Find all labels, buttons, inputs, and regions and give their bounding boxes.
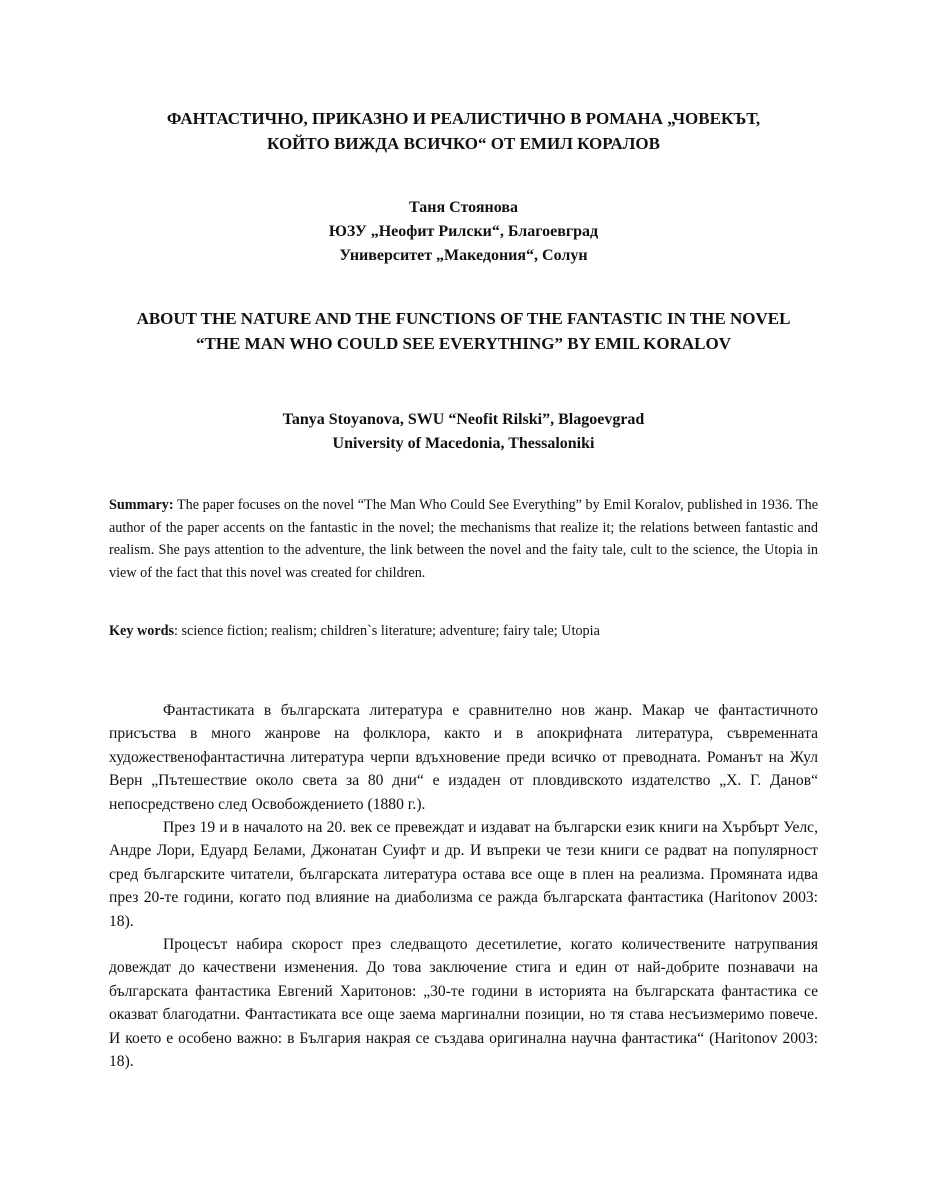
author-affiliation-1-bulgarian: ЮЗУ „Неофит Рилски“, Благоевград: [328, 223, 599, 240]
author-block-english: [80, 408, 847, 456]
title-bulgarian: [80, 106, 847, 156]
title-bulgarian-line-2: КОЙТО ВИЖДА ВСИЧКО“ ОТ ЕМИЛ КОРАЛОВ: [267, 134, 660, 153]
author-english-line-2: University of Macedonia, Thessaloniki: [332, 435, 595, 452]
author-name-bulgarian: Таня Стоянова: [409, 199, 518, 216]
author-english-line-1: Tanya Stoyanova, SWU “Neofit Rilski”, Blagoevgrad: [282, 411, 645, 428]
body-text: [109, 699, 818, 1074]
author-affiliation-2-bulgarian: Университет „Македония“, Солун: [339, 247, 588, 264]
keywords-text: : science fiction; realism; children`s literature; adventure; fairy tale; Utopia: [174, 623, 600, 639]
body-paragraph-1: Фантастиката в българската литература е сравнително нов жанр. Макар че фантастичното присъства в много жанрове на фолклора, както и в апокрифната литература, съвременната художественофантастична литература черпи вдъхновение преди всичко от преводната. Романът на Жул Верн „Пътешествие около света за 80 дни“ е издаден от пловдивското издателство „Х. Г. Данов“ непосредствено след Освобождението (1880 г.).: [109, 702, 818, 813]
title-bulgarian-line-1: ФАНТАСТИЧНО, ПРИКАЗНО И РЕАЛИСТИЧНО В РОМАНА „ЧОВЕКЪТ,: [166, 109, 761, 128]
body-paragraph-3: Процесът набира скорост през следващото десетилетие, когато количествените натрупвания довеждат до качествени изменения. До това заключение стига и един от най-добрите познавачи на българската фантастика Евгений Харитонов: „30-те години в историята на българската фантастика се оказват благодатни. Фантастиката все още заема маргинални позиции, но тя става несъизмеримо повече. И което е особено важно: в България накрая се създава оригинална научна фантастика“ (Haritonov 2003: 18).: [109, 936, 818, 1071]
keywords-label: Key words: [109, 623, 175, 639]
title-english-line-2: “THE MAN WHO COULD SEE EVERYTHING” BY EMIL KORALOV: [196, 334, 731, 353]
summary-paragraph: [109, 494, 818, 584]
body-paragraph-2: През 19 и в началото на 20. век се превеждат и издават на български език книги на Хърбърт Уелс, Андре Лори, Едуард Белами, Джонатан Суифт и др. И въпреки че тези книги се радват на популярност сред българските читатели, българската литература остава все още в плен на реализма. Промяната идва през 20-те години, когато под влияние на диаболизма се ражда българската фантастика (Haritonov 2003: 18).: [109, 819, 818, 930]
title-english: [80, 306, 847, 356]
author-block-bulgarian: [80, 196, 847, 268]
summary-label: Summary:: [109, 497, 174, 513]
keywords-line: [109, 620, 818, 643]
summary-text: The paper focuses on the novel “The Man Who Could See Everything” by Emil Koralov, published in 1936. The author of the paper accents on the fantastic in the novel; the mechanisms that realize it; the relations between fantastic and realism. She pays attention to the adventure, the link between the novel and the faity tale, cult to the science, the Utopia in view of the fact that this novel was created for children.: [109, 497, 818, 581]
title-english-line-1: ABOUT THE NATURE AND THE FUNCTIONS OF THE FANTASTIC IN THE NOVEL: [136, 309, 791, 328]
